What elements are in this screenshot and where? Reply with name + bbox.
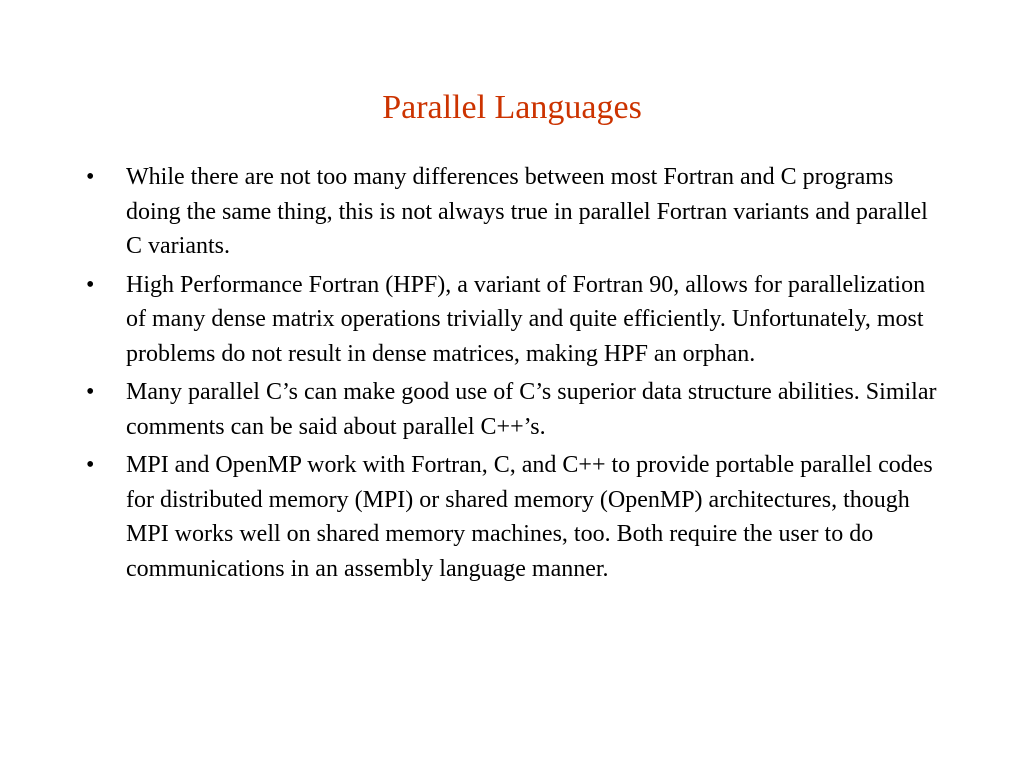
bullet-dot-icon: • [86,452,95,478]
bullet-dot-icon: • [86,379,95,405]
bullet-text: Many parallel C’s can make good use of C’s superior data structure abilities. Similar comments can be said about parallel C++’s. [126,379,937,440]
bullet-dot-icon: • [86,164,95,190]
bullet-text: High Performance Fortran (HPF), a variant of Fortran 90, allows for parallelization of many dense matrix operations trivially and quite efficiently. Unfortunately, most problems do not result in dense matrices, making HPF an orphan. [126,271,926,367]
bullet-item [86,375,946,444]
bullet-text: While there are not too many differences between most Fortran and C programs doing the same thing, this is not always true in parallel Fortran variants and parallel C variants. [126,164,928,259]
slide-title: Parallel Languages [382,89,642,126]
bullet-text: MPI and OpenMP work with Fortran, C, and C++ to provide portable parallel codes for distributed memory (MPI) or shared memory (OpenMP) architectures, though MPI works well on shared memory machines, too. Both require the user to do communications in an assembly language manner. [126,452,933,582]
bullet-dot-icon: • [86,271,95,298]
bullet-item [86,268,946,372]
bullet-item [86,160,946,264]
bullet-item [86,448,946,586]
bullet-list [86,160,946,590]
